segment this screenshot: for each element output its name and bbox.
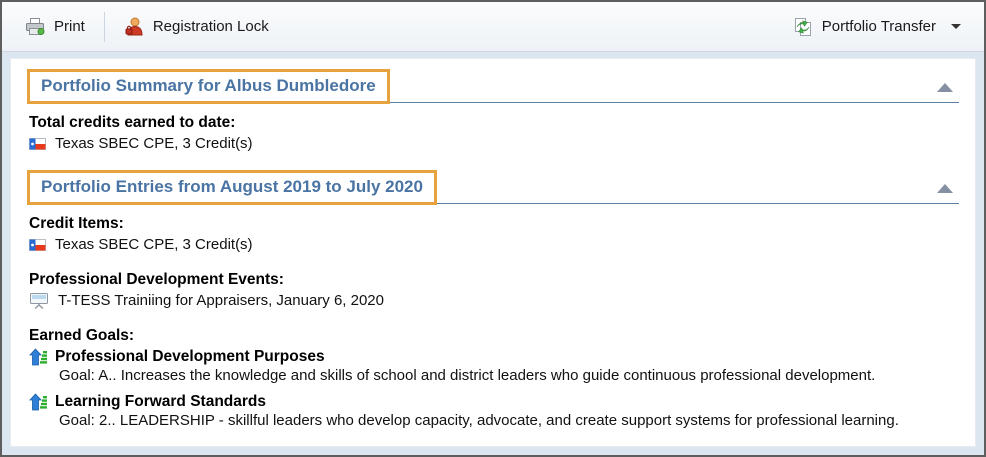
events-label: Professional Development Events: — [29, 271, 284, 288]
event-text: T-TESS Trainiing for Appraisers, January 6, 2020 — [58, 292, 384, 309]
goal-progress-icon — [29, 348, 48, 366]
content-area — [2, 52, 984, 455]
credit-items-label: Credit Items: — [29, 215, 124, 232]
entries-credit-item-text: Texas SBEC CPE, 3 Credit(s) — [55, 236, 253, 253]
portfolio-transfer-button[interactable] — [782, 9, 972, 45]
summary-credit-item-row — [29, 135, 959, 152]
registration-lock-label: Registration Lock — [152, 18, 269, 35]
entries-collapse-arrow-icon[interactable] — [937, 184, 953, 193]
goal-row — [29, 348, 959, 366]
entries-credit-item-row — [29, 236, 959, 253]
portfolio-transfer-caret-icon — [951, 24, 961, 29]
summary-section-header — [27, 69, 959, 103]
section-gap — [27, 154, 959, 168]
goal-row — [29, 393, 959, 411]
earned-goals-label: Earned Goals: — [29, 327, 135, 344]
portfolio-panel — [10, 58, 976, 447]
print-button[interactable] — [14, 10, 96, 44]
portfolio-transfer-label: Portfolio Transfer — [821, 18, 936, 35]
toolbar-separator — [104, 12, 105, 42]
summary-section-title: Portfolio Summary for Albus Dumbledore — [27, 69, 390, 104]
summary-credit-item-text: Texas SBEC CPE, 3 Credit(s) — [55, 135, 253, 152]
event-row — [29, 292, 959, 309]
goal-title: Professional Development Purposes — [55, 348, 325, 365]
goal-description: Goal: 2.. LEADERSHIP - skillful leaders who develop capacity, advocate, and create support systems for professional learning. — [59, 412, 899, 429]
registration-lock-button[interactable] — [113, 9, 280, 44]
presentation-screen-icon — [29, 292, 49, 309]
texas-flag-icon — [29, 138, 46, 150]
portfolio-transfer-icon — [793, 17, 813, 37]
goal-title: Learning Forward Standards — [55, 393, 267, 410]
texas-flag-icon — [29, 239, 46, 251]
entries-section-header — [27, 170, 959, 204]
goal-progress-icon — [29, 393, 48, 411]
summary-collapse-arrow-icon[interactable] — [937, 83, 953, 92]
printer-icon — [25, 18, 45, 36]
entries-section-title: Portfolio Entries from August 2019 to July 2020 — [27, 170, 437, 205]
goal-description: Goal: A.. Increases the knowledge and skills of school and district leaders who guide continuous professional development. — [59, 367, 876, 384]
toolbar — [2, 2, 984, 52]
print-label: Print — [54, 18, 85, 35]
registration-lock-icon — [124, 17, 144, 36]
total-credits-label: Total credits earned to date: — [29, 114, 236, 131]
